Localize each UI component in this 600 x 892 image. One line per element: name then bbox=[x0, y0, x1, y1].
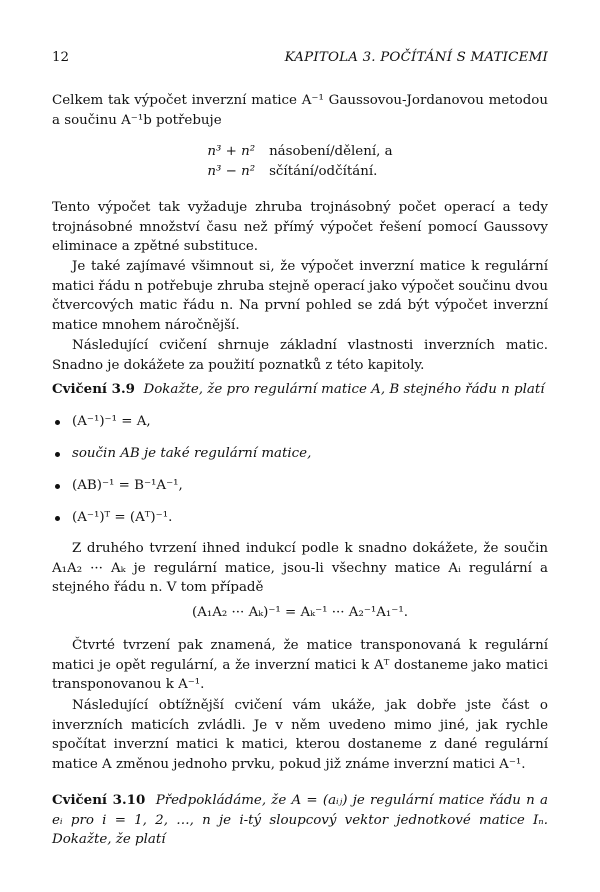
list-item: (A⁻¹)⁻¹ = A, bbox=[52, 412, 548, 444]
count-expression: n³ + n² bbox=[207, 144, 256, 160]
exercise-3-10 bbox=[52, 791, 548, 850]
page-header bbox=[52, 48, 548, 68]
page-number: 12 bbox=[52, 50, 70, 65]
operation-counts-table bbox=[203, 142, 396, 182]
count-row bbox=[203, 162, 396, 182]
paragraph: Je také zajímavé všimnout si, že výpočet inverzní matice k regulární matici řádu n potřebuje zhruba stejně operací jako výpočet součinu dvou čtvercových matic řádu n. Na první pohled se zdá být výpočet inverzní matice mnohem náročnější. bbox=[52, 259, 548, 334]
exercise-label: Cvičení 3.9 bbox=[52, 381, 135, 397]
paragraph: Následující cvičení shrnuje základní vlastnosti inverzních matic. Snadno je dokážete za použití poznatků z této kapitoly. bbox=[52, 338, 548, 373]
operation-counts bbox=[52, 142, 548, 182]
list-item: součin AB je také regulární matice, bbox=[52, 444, 548, 476]
display-formula: (A₁A₂ ··· Aₖ)⁻¹ = Aₖ⁻¹ ··· A₂⁻¹A₁⁻¹. bbox=[191, 605, 408, 620]
intro-paragraph: Celkem tak výpočet inverzní matice A⁻¹ Gaussovou-Jordanovou metodou a součinu A⁻¹b potřebuje bbox=[52, 93, 548, 128]
count-label: sčítání/odčítání. bbox=[269, 164, 378, 180]
exercise-statement: Předpokládáme, že A = (aᵢⱼ) je regulární matice řádu n a eᵢ pro i = 1, 2, …, n je i-tý sloupcový vektor jednotkové matice Iₙ. Dokažte, že platí bbox=[52, 793, 548, 848]
count-label: násobení/dělení, a bbox=[269, 144, 393, 160]
exercise-items bbox=[52, 412, 548, 540]
exercise-label: Cvičení 3.10 bbox=[52, 792, 146, 808]
paragraph: Následující obtížnější cvičení vám ukáže, jak dobře jste část o inverzních maticích zvládli. Je v něm uvedeno mimo jiné, jak rychle spočítat inverzní matici k matici, kterou dostaneme z dané regulární matice A změnou jednoho prvku, pokud již známe inverzní matici A⁻¹. bbox=[52, 698, 548, 773]
paragraph: Z druhého tvrzení ihned indukcí podle k snadno dokážete, že součin A₁A₂ ··· Aₖ je regulární matice, jsou-li všechny matice Aᵢ regulární a stejného řádu n. V tom případě bbox=[52, 541, 548, 596]
paragraph: Čtvrté tvrzení pak znamená, že matice transponovaná k regulární matici je opět regulární, a že inverzní matici k Aᵀ dostaneme jako matici transponovanou k A⁻¹. bbox=[52, 638, 548, 693]
exercise-statement: Dokažte, že pro regulární matice A, B stejného řádu n platí bbox=[143, 382, 545, 397]
count-row bbox=[203, 142, 396, 162]
list-item: (AB)⁻¹ = B⁻¹A⁻¹, bbox=[52, 476, 548, 508]
paragraph: Tento výpočet tak vyžaduje zhruba trojnásobný počet operací a tedy trojnásobné množství času než přímý výpočet řešení pomocí Gaussovy eliminace a zpětné substituce. bbox=[52, 200, 548, 255]
count-expression: n³ − n² bbox=[207, 164, 256, 180]
running-head: KAPITOLA 3. POČÍTÁNÍ S MATICEMI bbox=[284, 50, 548, 65]
exercise-3-9 bbox=[52, 380, 548, 400]
list-item: (A⁻¹)ᵀ = (Aᵀ)⁻¹. bbox=[52, 508, 548, 540]
